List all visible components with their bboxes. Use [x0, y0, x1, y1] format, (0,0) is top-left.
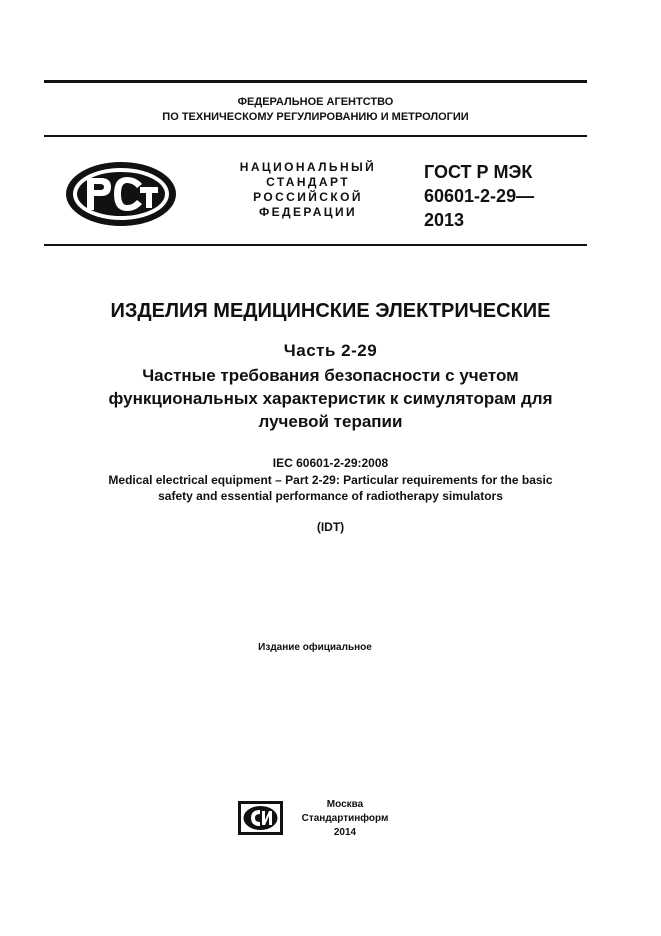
publisher-block: [296, 798, 394, 840]
iec-title-line-1: Medical electrical equipment – Part 2-29: Particular requirements for the basic: [108, 473, 553, 487]
subtitle-line-2: функциональных характеристик к симуляторам для: [108, 389, 553, 408]
document-part: Часть 2-29: [283, 341, 378, 360]
agency-line-2: ПО ТЕХНИЧЕСКОМУ РЕГУЛИРОВАНИЮ И МЕТРОЛОГИИ: [162, 111, 469, 123]
standartinform-logo-icon: [238, 801, 283, 835]
iec-title-line-2: safety and essential performance of radiotherapy simulators: [158, 489, 503, 503]
idt-label: (IDT): [316, 520, 345, 534]
document-subtitle: [60, 364, 601, 433]
lower-rule: [44, 244, 587, 246]
subtitle-line-3: лучевой терапии: [258, 412, 403, 431]
iec-title: [60, 472, 601, 504]
official-edition-label: Издание официальное: [258, 642, 372, 653]
national-line-3: РОССИЙСКОЙ: [253, 190, 363, 204]
gost-line-3: 2013: [424, 210, 465, 230]
national-standard-label: [218, 160, 398, 220]
agency-line-1: ФЕДЕРАЛЬНОЕ АГЕНТСТВО: [237, 96, 394, 108]
rst-gost-mark-icon: [64, 160, 178, 228]
national-line-4: ФЕДЕРАЦИИ: [258, 205, 358, 219]
gost-designation: [424, 160, 534, 232]
agency-name: [44, 95, 587, 125]
publisher-year: 2014: [333, 827, 357, 838]
gost-line-2: 60601-2-29—: [424, 186, 535, 206]
document-title: ИЗДЕЛИЯ МЕДИЦИНСКИЕ ЭЛЕКТРИЧЕСКИЕ: [110, 300, 551, 322]
publisher-name: Стандартинформ: [301, 813, 389, 824]
publisher-city: Москва: [326, 799, 364, 810]
national-line-2: СТАНДАРТ: [266, 175, 350, 189]
gost-line-1: ГОСТ Р МЭК: [424, 162, 533, 182]
middle-rule: [44, 135, 587, 137]
national-line-1: НАЦИОНАЛЬНЫЙ: [239, 160, 377, 174]
top-rule: [44, 80, 587, 83]
iec-code: IEC 60601-2-29:2008: [272, 456, 389, 470]
subtitle-line-1: Частные требования безопасности с учетом: [142, 366, 519, 385]
